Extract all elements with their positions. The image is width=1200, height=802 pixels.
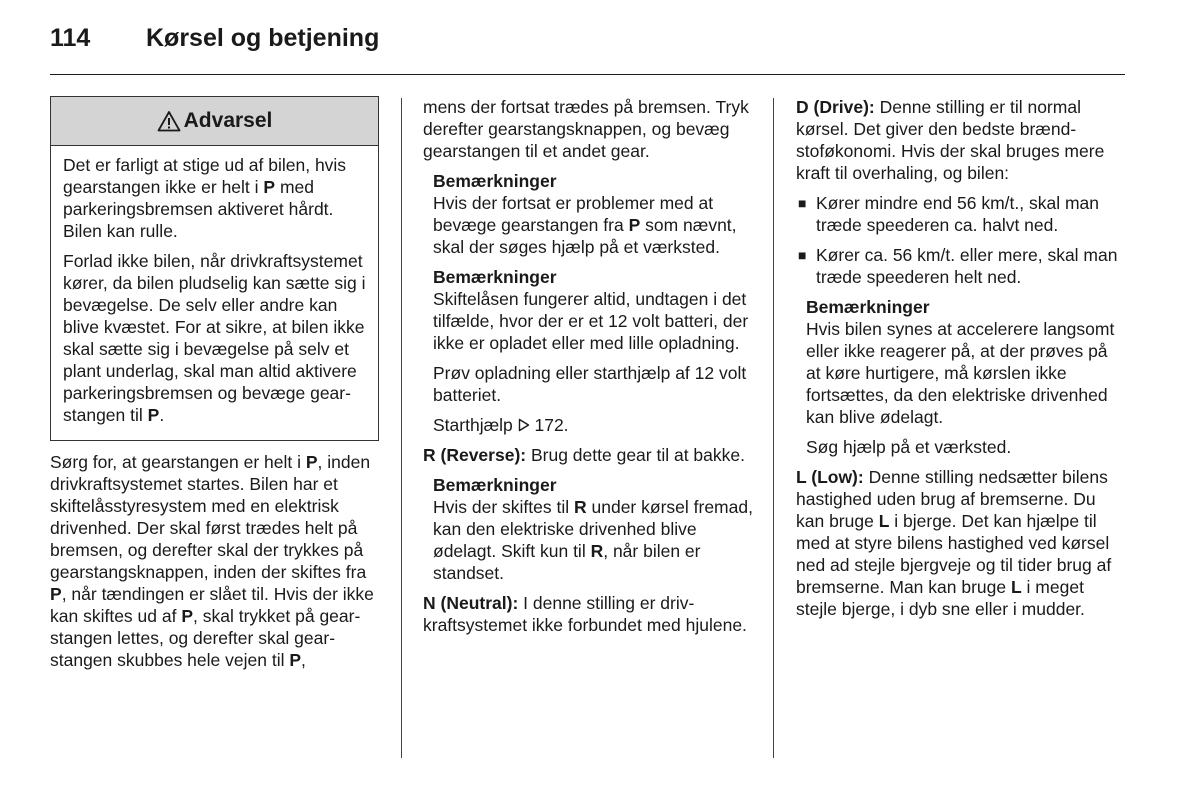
note-block <box>806 296 1126 458</box>
note-paragraph: Hvis der fortsat er problemer med at bevæge gearstangen fra P som nævnt, skal der søges hjælp på et værksted. <box>433 193 737 257</box>
body-paragraph: mens der fortsat trædes på bremsen. Tryk derefter gearstangsknappen, og bevæg gearstangen til et andet gear. <box>423 97 749 161</box>
note-title: Bemærkninger <box>433 267 557 287</box>
chapter-title: Kørsel og betjening <box>146 24 380 52</box>
warning-title: Advarsel <box>183 109 273 132</box>
note-block <box>433 266 753 436</box>
warning-box <box>50 96 379 441</box>
bullet-square-icon: ■ <box>798 247 807 263</box>
list-item: ■ Kører ca. 56 km/t. eller mere, skal man træde speederen helt ned. <box>798 245 1118 287</box>
gear-low-paragraph: L (Low): Denne stilling nedsætter bilens hastighed uden brug af bremserne. Du kan bruge L i bjerge. Det kan hjælpe til med at styre bilens hastighed ved kørsel ned ad stejle bjergveje og til tider brug af bremserne. Man kan bruge L i meget stejle bjerge, i dyb sne eller i mudder. <box>796 467 1112 619</box>
column-divider <box>773 98 774 758</box>
note-paragraph: Hvis bilen synes at accelerere langsomt eller ikke reagerer på, at der prøves på at køre hurtigere, må kørslen ikke fortsættes, da den elektriske drivenhed kan blive ødelagt. <box>806 319 1115 427</box>
note-block <box>433 170 753 258</box>
warning-body <box>51 146 378 440</box>
page-reference-arrow-icon <box>518 418 530 432</box>
list-item: ■ Kører mindre end 56 km/t., skal man træde speederen ca. halvt ned. <box>798 193 1100 235</box>
page-number: 114 <box>50 24 91 52</box>
warning-paragraph: Det er farligt at stige ud af bilen, hvis gearstangen ikke er helt i P med parkeringsbremsen aktiveret hårdt. Bilen kan rulle. <box>63 155 347 241</box>
note-paragraph: Prøv opladning eller starthjælp af 12 volt batteriet. <box>433 363 747 405</box>
note-paragraph: Søg hjælp på et værksted. <box>806 437 1012 457</box>
gear-neutral-paragraph: N (Neutral): I denne stilling er drivkraftsystemet ikke forbundet med hjulene. <box>423 593 747 635</box>
column-divider <box>401 98 402 758</box>
warning-header <box>51 97 378 146</box>
warning-triangle-icon <box>157 110 181 132</box>
cross-reference: Starthjælp 172. <box>433 415 569 435</box>
gear-drive-paragraph: D (Drive): Denne stilling er til normal kørsel. Det giver den bedste brændstoføkonomi. Hvis der skal bruges mere kraft til overhaling, og bilen: <box>796 97 1105 183</box>
bullet-square-icon: ■ <box>798 195 807 211</box>
note-block <box>433 474 753 584</box>
note-title: Bemærkninger <box>433 171 557 191</box>
gear-reverse-paragraph: R (Reverse): Brug dette gear til at bakke. <box>423 445 745 465</box>
note-paragraph: Skiftelåsen fungerer altid, undtagen i det tilfælde, hvor der er et 12 volt batteri, der ikke er opladet eller med lille opladning. <box>433 289 749 353</box>
column-1 <box>50 96 379 679</box>
note-title: Bemærkninger <box>433 475 557 495</box>
warning-paragraph: Forlad ikke bilen, når drivkraftsystemet kører, da bilen pludselig kan sætte sig i bevægelse. De selv eller andre kan blive kvæstet. For at sikre, at bilen ikke skal sætte sig i bevægelse på selv et plant underlag, skal man altid aktivere parkeringsbremsen og bevæge gearstangen til P. <box>63 251 366 425</box>
body-paragraph: Sørg for, at gearstangen er helt i P, inden drivkraftsystemet startes. Bilen har et skiftelåsstyresystem med en elektrisk drivenhed. Der skal først trædes helt på bremsen, og derefter skal der trykkes på gearstangsknappen, inden der skiftes fra P, når tændingen er slået til. Hvis der ikke kan skiftes ud af P, skal trykket på gearstangen lettes, og derefter skal gearstangen skubbes hele vejen til P, <box>50 452 374 670</box>
bullet-list <box>796 192 1126 288</box>
note-paragraph: Hvis der skiftes til R under kørsel fremad, kan den elektriske drivenhed blive ødelagt. Skift kun til R, når bilen er standset. <box>433 497 753 583</box>
page-header <box>50 24 379 64</box>
note-title: Bemærkninger <box>806 297 930 317</box>
header-rule <box>50 74 1125 75</box>
column-3 <box>796 96 1126 628</box>
column-2 <box>423 96 753 644</box>
